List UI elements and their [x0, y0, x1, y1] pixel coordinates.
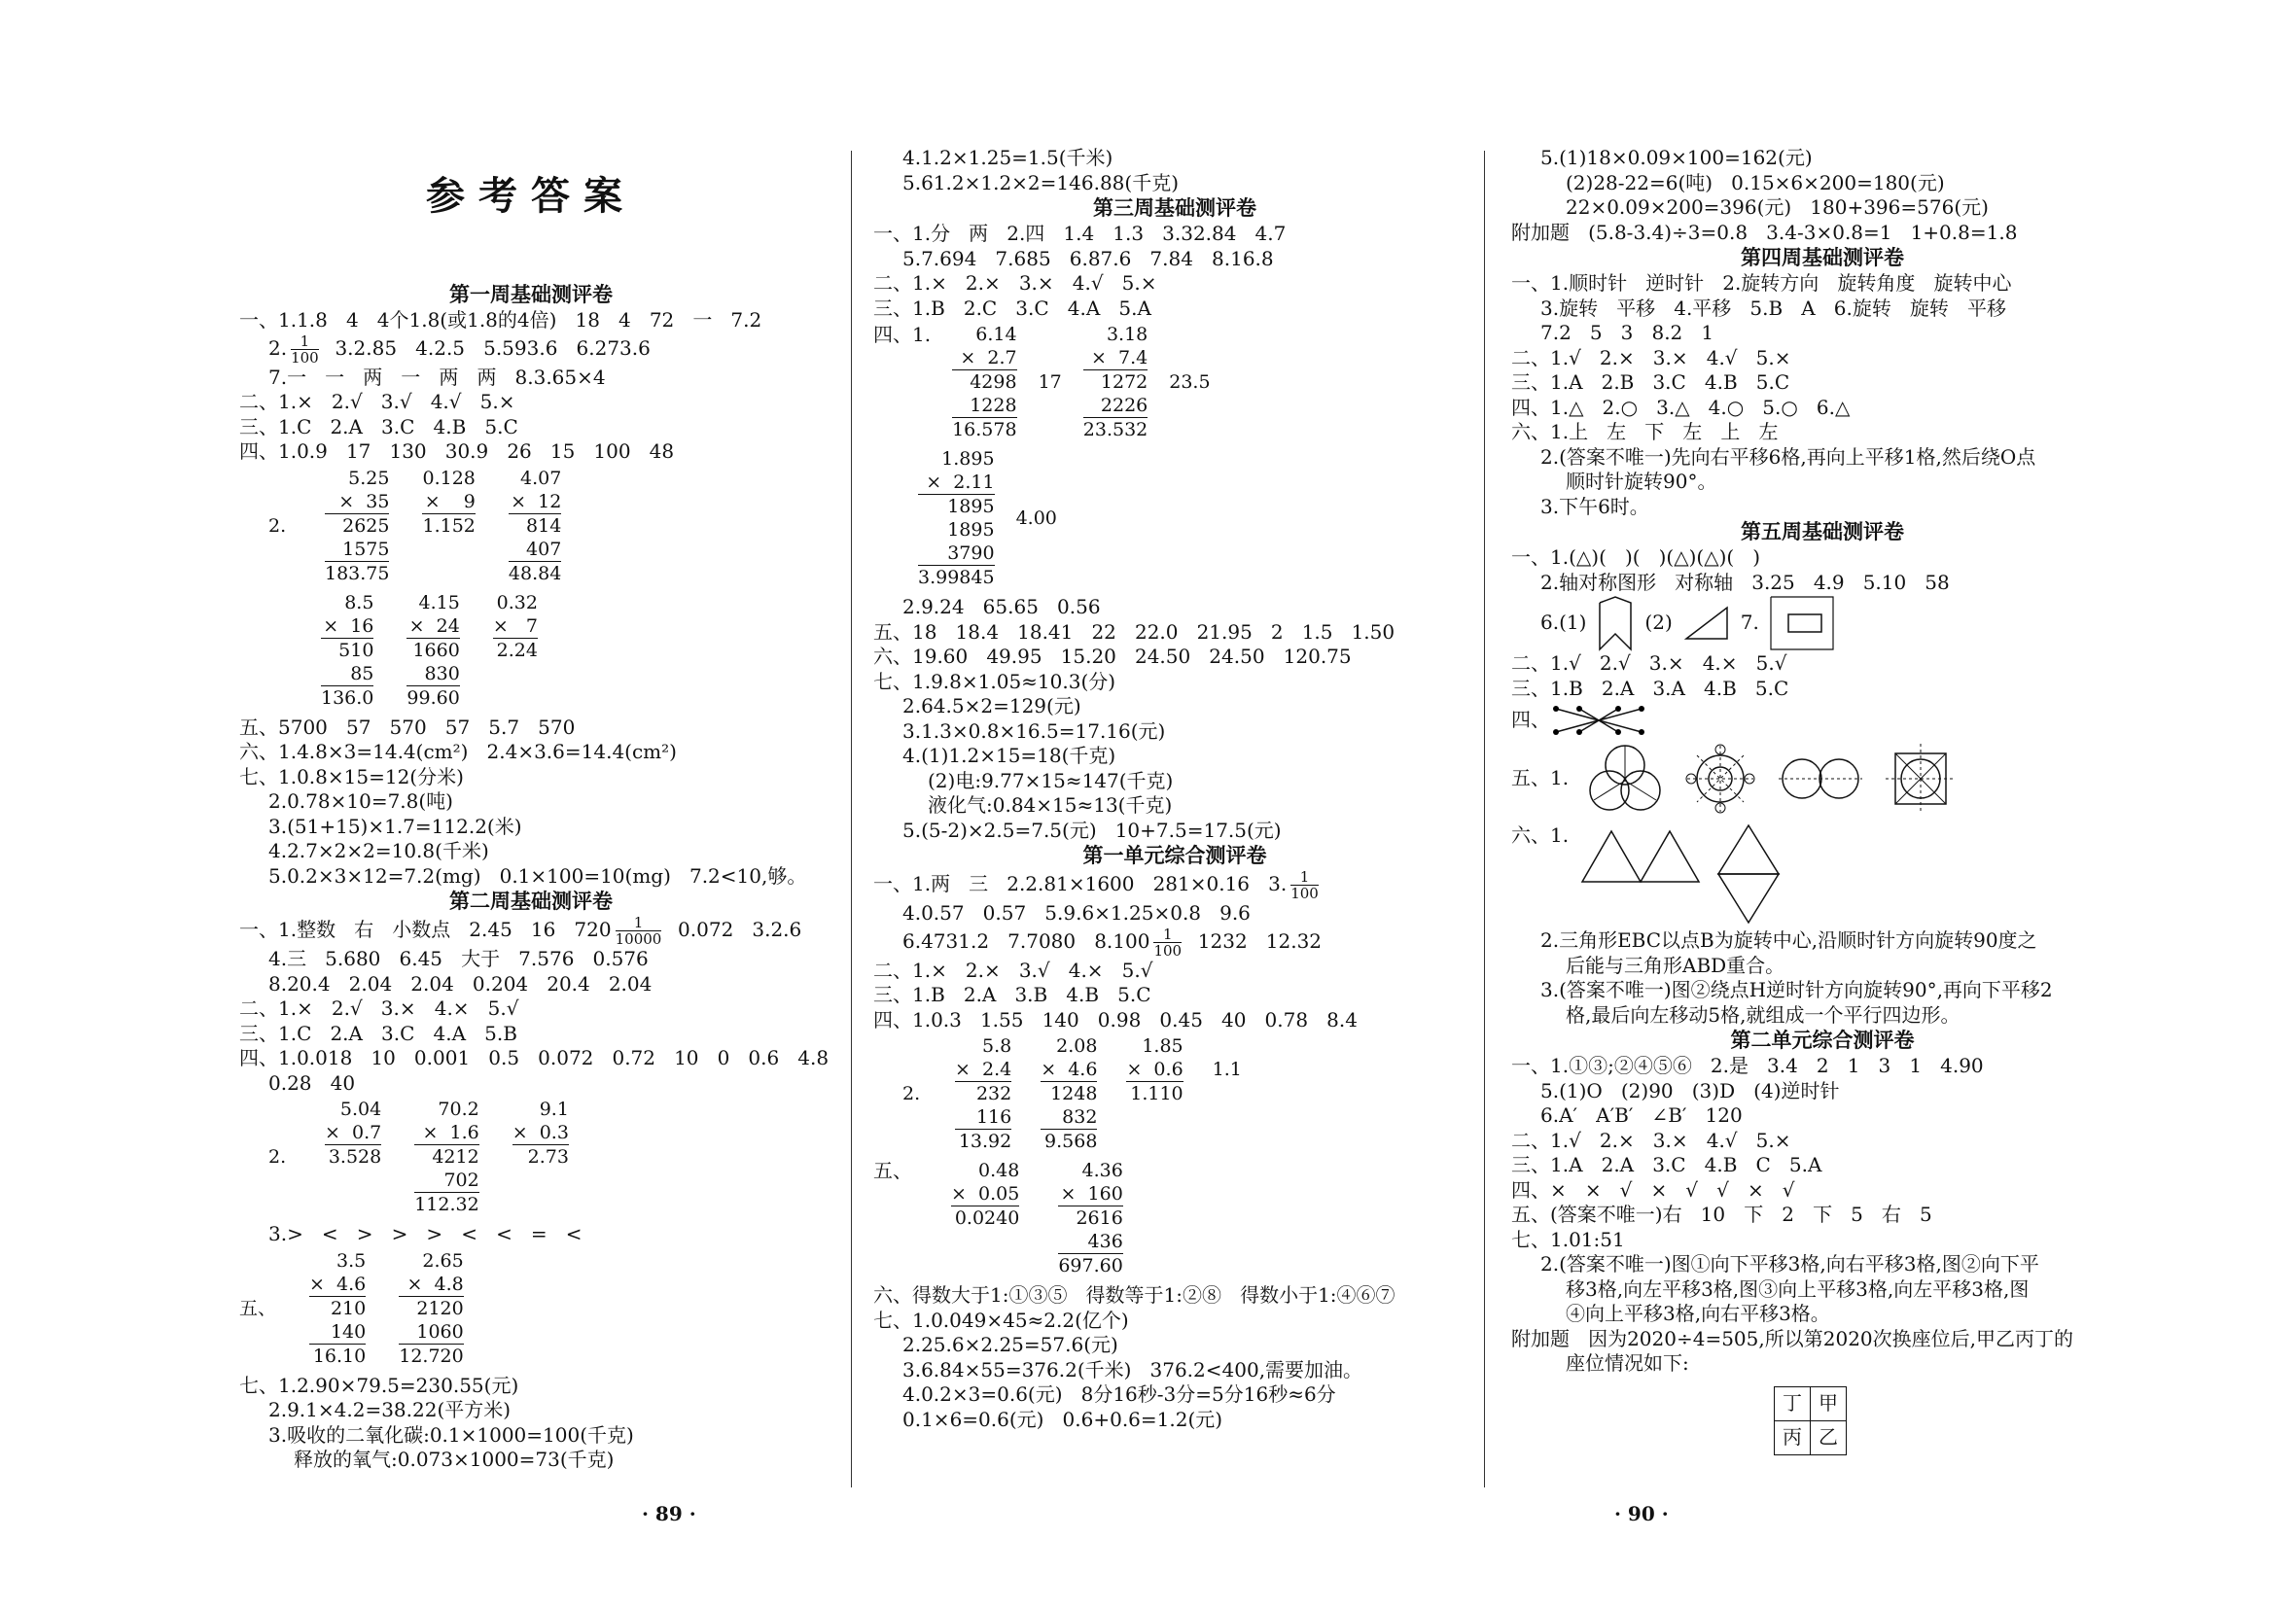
- answer-line: 四、1.0.3 1.55 140 0.98 0.45 40 0.78 8.4: [873, 1007, 1358, 1031]
- vertical-calculations: [918, 447, 1476, 589]
- answer-line: 3.下午6时。: [1540, 494, 1649, 518]
- vertical-calc: 0.32 × 7 2.24: [492, 591, 538, 661]
- vertical-calculations: [239, 1249, 823, 1368]
- answer-line: 四、1.0.018 10 0.001 0.5 0.072 0.72 10 0 0.6 4.8: [239, 1046, 830, 1069]
- right-triangle-figure: [1682, 604, 1731, 643]
- answer-line: 5.7.694 7.685 6.87.6 7.84 8.16.8: [902, 246, 1274, 270]
- answer-column-3: [1511, 146, 2134, 1455]
- answer-column-1: [239, 282, 830, 1473]
- item-label: 2.: [268, 514, 287, 537]
- vertical-calc: 3.5 × 4.6 210 140 16.10: [309, 1249, 367, 1367]
- answer-line: 六、1.上 左 下 左 上 左: [1511, 420, 1779, 443]
- answer-line: 6.A′ A′B′ ∠B′ 120: [1540, 1103, 1743, 1127]
- vertical-calculations: [268, 467, 823, 585]
- answer-line: 2.0.78×10=7.8(吨): [268, 789, 453, 813]
- answer-line: 5.(5-2)×2.5=7.5(元) 10+7.5=17.5(元): [902, 818, 1282, 842]
- item-label: 五、: [873, 1159, 912, 1182]
- answer-line: 一、1.顺时针 逆时针 2.旋转方向 旋转角度 旋转中心: [1511, 271, 2012, 295]
- section-title: 第四周基础测评卷: [1741, 246, 1904, 269]
- answer-line: 4.三 5.680 6.45 大于 7.576 0.576: [268, 947, 649, 970]
- vertical-calc: 5.04 × 0.7 3.528: [325, 1099, 382, 1168]
- square-circle-figure: [1882, 742, 1960, 816]
- answer-line: (2)28-22=6(吨) 0.15×6×200=180(元): [1566, 170, 1945, 194]
- answer-line: 一、1.分 两 2.四 1.4 1.3 3.32.84 4.7: [873, 222, 1287, 245]
- item-label: 四、: [1511, 708, 1550, 732]
- answer-line: 2. $\frac{1}{100}$ 3.2.85 4.2.5 5.593.6 6.273.6: [268, 332, 651, 367]
- vertical-calc: 2.65 × 4.8 2120 1060 12.720: [399, 1249, 464, 1367]
- vertical-calc: 6.14 × 2.7 4298 1228 16.578: [952, 324, 1017, 440]
- item-label: 五、1.: [1511, 766, 1570, 790]
- answer-line: 三、1.A 2.A 3.C 4.B C 5.A: [1511, 1153, 1822, 1176]
- answer-line: 四、× × √ × √ √ × √: [1511, 1177, 1795, 1202]
- item-label: 2.: [268, 1146, 287, 1168]
- arrow-shape-figure: [1596, 595, 1635, 651]
- answer-line: 2.9.24 65.65 0.56: [902, 595, 1101, 618]
- vertical-calc: 70.2 × 1.6 4212 702 112.32: [414, 1099, 479, 1215]
- answer-line: 2.轴对称图形 对称轴 3.25 4.9 5.10 58: [1540, 570, 1950, 594]
- vertical-calc: 4.07 × 12 814 407 48.84: [508, 467, 562, 584]
- answer-line: 七、1.0.8×15=12(分米): [239, 764, 464, 788]
- answer-line: 三、1.A 2.B 3.C 4.B 5.C: [1511, 370, 1790, 394]
- answer-line: 3.(答案不唯一)图②绕点H逆时针方向旋转90°,再向下平移2: [1540, 978, 2053, 1001]
- answer-line: 附加题 (5.8-3.4)÷3=0.8 3.4-3×0.8=1 1+0.8=1.8: [1511, 220, 2018, 244]
- answer-line: 五、5700 57 570 57 5.7 570: [239, 715, 576, 739]
- vertical-calc: 5.8 × 2.4 232 116 13.92: [955, 1035, 1012, 1152]
- circles-symmetry-figure: [1586, 742, 1664, 816]
- answer-line: 三、1.B 2.C 3.C 4.A 5.A: [873, 296, 1151, 320]
- seat-table: [1774, 1386, 1847, 1455]
- answer-line: 五、18 18.4 18.41 22 22.0 21.95 2 1.5 1.50: [873, 619, 1395, 644]
- vertical-calc: 0.48 × 0.05 0.0240: [951, 1160, 1020, 1229]
- vertical-calculations: [268, 1098, 823, 1216]
- answer-line: 二、1.√ 2.× 3.× 4.√ 5.×: [1511, 1128, 1791, 1152]
- answer-column-2: [873, 146, 1476, 1432]
- approx-result: 17: [1038, 371, 1062, 393]
- page-number: · 90 ·: [1614, 1502, 1669, 1525]
- seat-cell: 丙: [1775, 1420, 1811, 1454]
- answer-line: 六、1.4.8×3=14.4(cm²) 2.4×3.6=14.4(cm²): [239, 740, 677, 763]
- answer-line: 一、1.1.8 4 4个1.8(或1.8的4倍) 18 4 72 一 7.2: [239, 308, 762, 332]
- column-divider: [851, 151, 852, 1487]
- two-triangles-figure: [1578, 827, 1705, 886]
- vertical-calc: 4.36 × 160 2616 436 697.60: [1058, 1160, 1123, 1276]
- answer-line: 释放的氧气:0.073×1000=73(千克): [294, 1448, 615, 1471]
- answer-line: 三、1.C 2.A 3.C 4.B 5.C: [239, 414, 518, 438]
- answer-line: [1511, 823, 2134, 928]
- answer-line: 3.吸收的二氧化碳:0.1×1000=100(千克): [268, 1422, 634, 1447]
- answer-line: 5.(1)18×0.09×100=162(元): [1540, 146, 1813, 169]
- vertical-calc: 2.08 × 4.6 1248 832 9.568: [1041, 1035, 1098, 1152]
- answer-line: 3.> < > > > < < = <: [268, 1222, 583, 1245]
- approx-result: 4.00: [1015, 507, 1057, 529]
- answer-line: 一、1.(△)( )( )(△)(△)( ): [1511, 545, 1761, 569]
- section-title: 第二单元综合测评卷: [1730, 1029, 1915, 1052]
- answer-line: 3.1.3×0.8×16.5=17.16(元): [902, 718, 1166, 743]
- item-label: 2.: [902, 1083, 921, 1104]
- answer-line: 四、1.△ 2.○ 3.△ 4.○ 5.○ 6.△: [1511, 395, 1851, 419]
- answer-line: 7.一 一 两 一 两 两 8.3.65×4: [268, 365, 606, 389]
- seat-cell: 丁: [1775, 1386, 1811, 1420]
- answer-line: 3.6.84×55=376.2(千米) 376.2<400,需要加油。: [902, 1357, 1363, 1381]
- answer-line: 2.64.5×2=129(元): [902, 694, 1081, 717]
- vertical-calc: 0.128 × 9 1.152: [422, 467, 476, 537]
- answer-line: 七、1.2.90×79.5=230.55(元): [239, 1373, 519, 1397]
- vertical-calc: 3.18 × 7.4 1272 2226 23.532: [1082, 324, 1148, 440]
- answer-line: 4.1.2×1.25=1.5(千米): [902, 146, 1113, 169]
- answer-line: 0.1×6=0.6(元) 0.6+0.6=1.2(元): [902, 1407, 1223, 1431]
- approx-result: 23.5: [1169, 371, 1211, 393]
- answer-line: 5.0.2×3×12=7.2(mg) 0.1×100=10(mg) 7.2<10,够。: [268, 863, 807, 888]
- vertical-calculations: [873, 323, 1476, 441]
- answer-line: 5.61.2×1.2×2=146.88(千克): [902, 170, 1180, 194]
- answer-line: 4.(1)1.2×15=18(千克): [902, 744, 1116, 767]
- section-title: 第一周基础测评卷: [449, 283, 613, 306]
- answer-line: 七、1.01:51: [1511, 1227, 1625, 1251]
- vertical-calc: 4.15 × 24 1660 830 99.60: [406, 591, 460, 709]
- vertical-calc: 5.25 × 35 2625 1575 183.75: [325, 467, 390, 584]
- answer-line: 5.(1)O (2)90 (3)D (4)逆时针: [1540, 1078, 1840, 1102]
- answer-line: 二、1.√ 2.× 3.× 4.√ 5.×: [1511, 345, 1791, 369]
- fraction: $\frac{1}{100}$: [291, 332, 319, 367]
- answer-line: [1511, 740, 2134, 818]
- vertical-calc: 9.1 × 0.3 2.73: [512, 1099, 569, 1168]
- answer-line: 七、1.0.049×45≈2.2(亿个): [873, 1308, 1129, 1332]
- answer-line: 二、1.× 2.√ 3.× 4.× 5.√: [239, 996, 519, 1020]
- answer-line: 三、1.B 2.A 3.B 4.B 5.C: [873, 983, 1151, 1006]
- answer-line: 顺时针旋转90°。: [1566, 470, 1717, 493]
- answer-line: 3.(51+15)×1.7=112.2(米): [268, 814, 522, 838]
- rectangle-figure: [1769, 595, 1837, 651]
- answer-line: 二、1.× 2.√ 3.√ 4.√ 5.×: [239, 390, 515, 413]
- item-label: 6.(1): [1540, 611, 1587, 635]
- section-title: 第一单元综合测评卷: [1082, 844, 1267, 867]
- item-label: 7.: [1740, 611, 1759, 635]
- answer-line: 六、得数大于1:①③⑤ 得数等于1:②⑧ 得数小于1:④⑥⑦: [873, 1283, 1395, 1307]
- section-title: 第二周基础测评卷: [449, 890, 613, 913]
- answer-line: 一、1.①③;②④⑤⑥ 2.是 3.4 2 1 3 1 4.90: [1511, 1054, 1984, 1077]
- answer-line: 22×0.09×200=396(元) 180+396=576(元): [1566, 195, 1989, 219]
- answer-line: 2.25.6×2.25=57.6(元): [902, 1333, 1118, 1356]
- answer-line: ④向上平移3格,向右平移3格。: [1566, 1302, 1830, 1325]
- answer-line: 4.0.57 0.57 5.9.6×1.25×0.8 9.6: [902, 901, 1251, 925]
- answer-line: 二、1.× 2.× 3.× 4.√ 5.×: [873, 271, 1157, 295]
- section-title: 第五周基础测评卷: [1741, 520, 1904, 543]
- item-label: (2): [1644, 611, 1673, 635]
- vertical-calc: 1.895 × 2.11 1895 1895 3790 3.99845: [918, 448, 995, 588]
- answer-line: 一、1.两 三 2.2.81×1600 281×0.16 3. $\frac{1}{100}$: [873, 868, 1319, 902]
- answer-line: 附加题 因为2020÷4=505,所以第2020次换座位后,甲乙丙丁的: [1511, 1326, 2073, 1350]
- answer-line: 二、1.√ 2.√ 3.× 4.× 5.√: [1511, 651, 1787, 675]
- item-label: 四、1.: [873, 323, 932, 346]
- answer-line: 三、1.B 2.A 3.A 4.B 5.C: [1511, 676, 1789, 700]
- answer-line: [1511, 701, 2134, 740]
- answer-line: 后能与三角形ABD重合。: [1566, 953, 1785, 977]
- item-label: 五、: [239, 1297, 277, 1319]
- item-label: 六、1.: [1511, 823, 1570, 847]
- answer-line: 液化气:0.84×15≈13(千克): [928, 793, 1173, 817]
- dotted-circle-figure: [1681, 742, 1759, 816]
- page-title: 参考答案: [426, 174, 636, 219]
- fraction: $\frac{1}{10000}$: [615, 914, 662, 948]
- answer-line: 8.20.4 2.04 2.04 0.204 20.4 2.04: [268, 971, 653, 996]
- page-number: · 89 ·: [642, 1502, 696, 1525]
- vertical-calc: 1.85 × 0.6 1.110: [1126, 1035, 1183, 1104]
- answer-line: 四、1.0.9 17 130 30.9 26 15 100 48: [239, 439, 675, 463]
- approx-result: 1.1: [1212, 1059, 1242, 1080]
- answer-line: 格,最后向左移动5格,就组成一个平行四边形。: [1566, 1002, 1960, 1027]
- answer-line: 6.4731.2 7.7080 8.100 $\frac{1}{100}$ 1232 12.32: [902, 925, 1323, 960]
- answer-line: 一、1.整数 右 小数点 2.45 16 720 $\frac{1}{10000}$ 0.072 3.2.6: [239, 914, 802, 948]
- answer-line: 六、19.60 49.95 15.20 24.50 24.50 120.75: [873, 645, 1352, 668]
- column-divider: [1484, 151, 1485, 1487]
- answer-line: 4.0.2×3=0.6(元) 8分16秒-3分=5分16秒≈6分: [902, 1382, 1336, 1406]
- vertical-calculations: [873, 1159, 1476, 1277]
- seat-cell: 乙: [1811, 1420, 1847, 1454]
- answer-line: 2.(答案不唯一)图①向下平移3格,向右平移3格,图②向下平: [1540, 1252, 2039, 1276]
- answer-line: 五、(答案不唯一)右 10 下 2 下 5 右 5: [1511, 1203, 1932, 1226]
- answer-line: (2)电:9.77×15≈147(千克): [928, 768, 1174, 792]
- answer-line: 4.2.7×2×2=10.8(千米): [268, 839, 489, 862]
- answer-line: 三、1.C 2.A 3.C 4.A 5.B: [239, 1021, 517, 1045]
- fraction: $\frac{1}{100}$: [1290, 868, 1319, 902]
- answer-line: 3.旋转 平移 4.平移 5.B A 6.旋转 旋转 平移: [1540, 296, 2006, 320]
- vertical-calculations: [902, 1034, 1476, 1153]
- answer-line: 二、1.× 2.× 3.√ 4.× 5.√: [873, 958, 1153, 982]
- fraction: $\frac{1}{100}$: [1153, 925, 1183, 960]
- seat-cell: 甲: [1811, 1386, 1847, 1420]
- answer-line: 0.28 40: [268, 1070, 356, 1095]
- answer-line: 2.9.1×4.2=38.22(平方米): [268, 1398, 512, 1421]
- answer-line: 2.(答案不唯一)先向右平移6格,再向上平移1格,然后绕O点: [1540, 444, 2036, 469]
- vertical-calc: 8.5 × 16 510 85 136.0: [321, 591, 374, 709]
- matching-lines-figure: [1550, 701, 1647, 740]
- rhombus-triangles-figure: [1714, 823, 1783, 925]
- two-circles-figure: [1777, 742, 1864, 816]
- section-title: 第三周基础测评卷: [1093, 196, 1256, 220]
- answer-line: 座位情况如下:: [1566, 1351, 1689, 1375]
- answer-line: 7.2 5 3 8.2 1: [1540, 321, 1714, 344]
- answer-line: 七、1.9.8×1.05≈10.3(分): [873, 669, 1116, 693]
- answer-line: 移3格,向左平移3格,图③向上平移3格,向左平移3格,图: [1566, 1276, 2030, 1301]
- answer-line: 2.三角形EBC以点B为旋转中心,沿顺时针方向旋转90度之: [1540, 928, 2037, 952]
- answer-line: [1511, 595, 2134, 651]
- vertical-calculations: [321, 591, 823, 710]
